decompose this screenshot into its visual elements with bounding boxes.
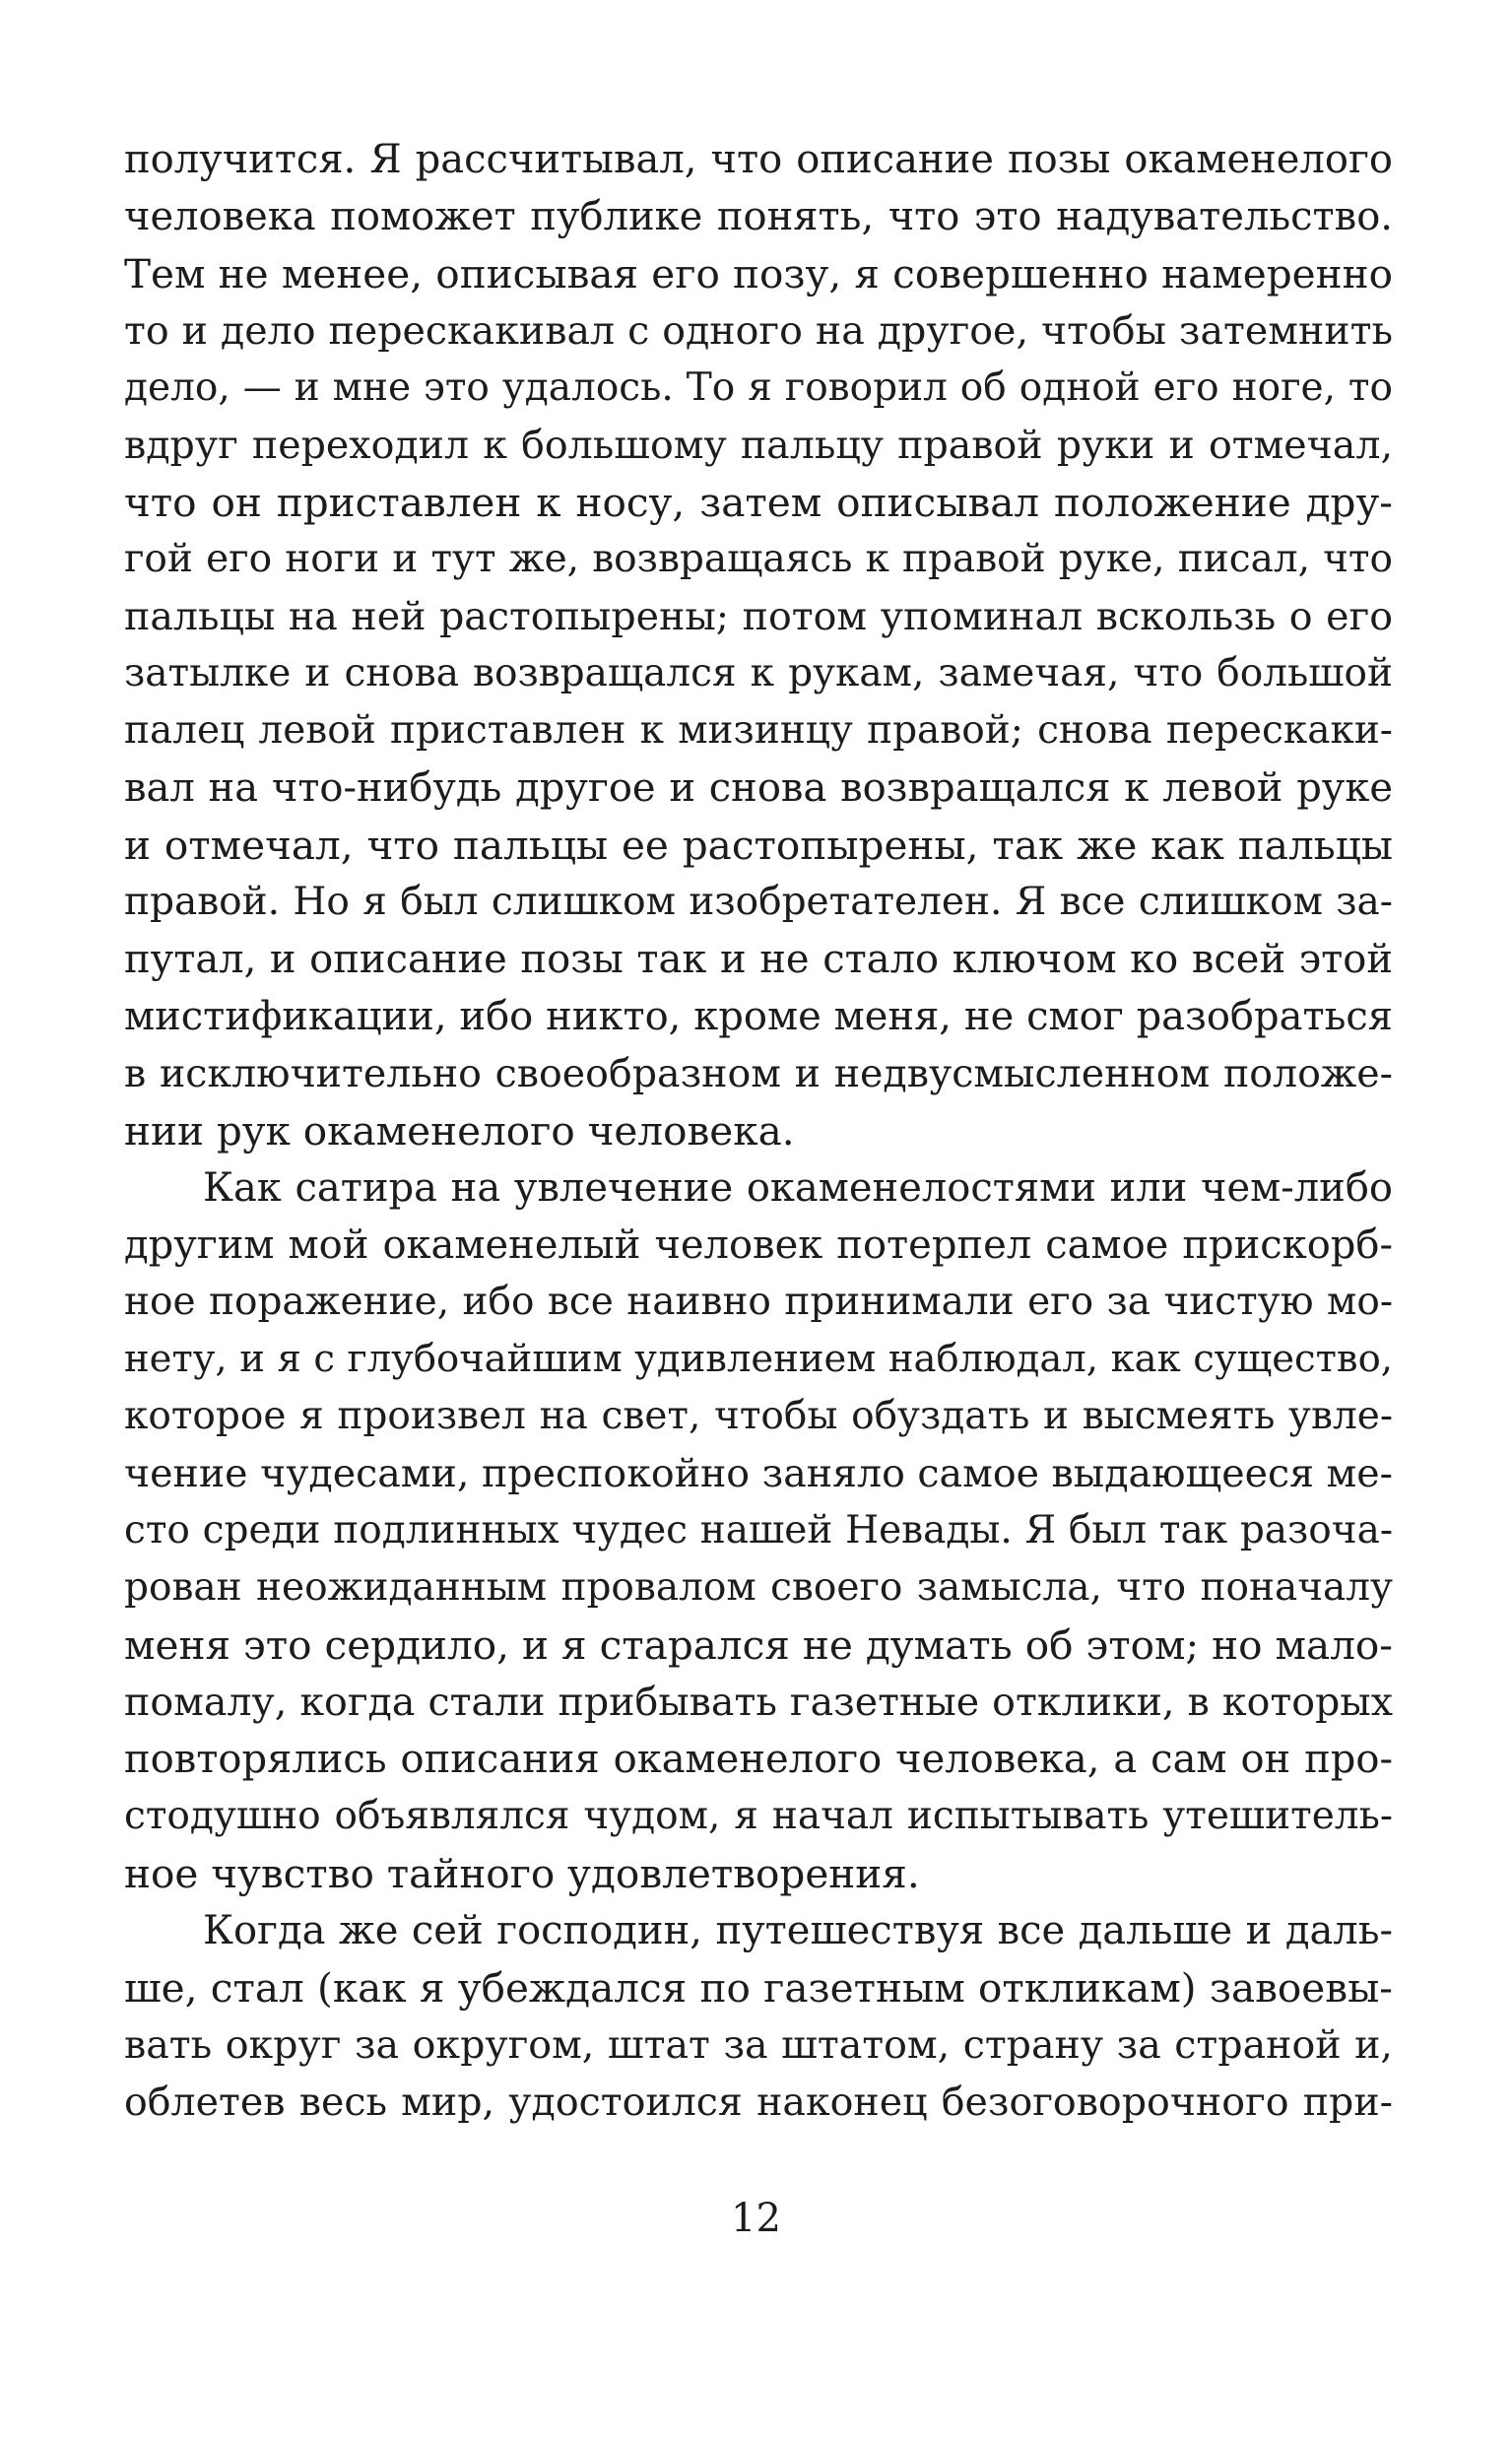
text-line: которое я произвел на свет, чтобы обуздать и высмеять увле-: [124, 1394, 1393, 1438]
text-line: облетев весь мир, удостоился наконец безоговорочного при-: [124, 2080, 1393, 2125]
text-line: ное чувство тайного удовлетворения.: [124, 1850, 920, 1897]
text-line: чение чудесами, преспокойно заняло самое выдающееся ме-: [124, 1451, 1393, 1496]
page-number: 12: [731, 2196, 781, 2241]
text-line: нету, и я с глубочайшим удивлением наблюдал, как существо,: [124, 1337, 1393, 1381]
text-line: пальцы на ней растопырены; потом упоминал вскользь о его: [124, 594, 1393, 639]
text-line: нии рук окаменелого человека.: [124, 1107, 795, 1155]
text-line: вдруг переходил к большому пальцу правой руки и отмечал,: [124, 423, 1393, 468]
text-line: человека поможет публике понять, что это надувательство.: [124, 194, 1393, 239]
paragraph: [124, 1902, 1393, 2131]
text-line: затылке и снова возвращался к рукам, замечая, что большой: [124, 651, 1393, 695]
text-line: получится. Я рассчитывал, что описание позы окаменелого: [124, 137, 1393, 182]
text-line: путал, и описание позы так и не стало ключом ко всей этой: [124, 937, 1393, 982]
text-line: ное поражение, ибо все наивно принимали его за чистую мо-: [124, 1280, 1393, 1324]
paragraph: [124, 1159, 1393, 1902]
text-line: помалу, когда стали прибывать газетные отклики, в которых: [124, 1680, 1393, 1725]
text-line: то и дело перескакивал с одного на другое, чтобы затемнить: [124, 308, 1393, 354]
text-line: меня это сердило, и я старался не думать об этом; но мало-: [124, 1621, 1393, 1669]
text-line: правой. Но я был слишком изобретателен. Я все слишком за-: [124, 880, 1393, 924]
text-line: дело, — и мне это удалось. То я говорил об одной его ноге, то: [124, 365, 1393, 410]
text-line: стодушно объявлялся чудом, я начал испытывать утешитель-: [124, 1794, 1393, 1838]
text-line: Тем не менее, описывая его позу, я совершенно намеренно: [124, 250, 1393, 297]
text-line: в исключительно своеобразном и недвусмысленном положе-: [124, 1051, 1393, 1096]
text-line: мистификации, ибо никто, кроме меня, не смог разобраться: [124, 994, 1393, 1039]
body-text: [124, 131, 1393, 2131]
text-line: палец левой приставлен к мизинцу правой; снова перескаки-: [124, 708, 1393, 753]
text-line: и отмечал, что пальцы ее растопырены, так же как пальцы: [124, 822, 1393, 869]
text-line: Как сатира на увлечение окаменелостями или чем-либо: [203, 1165, 1393, 1211]
text-line: ше, стал (как я убеждался по газетным откликам) завоевы-: [124, 1964, 1393, 2012]
text-line: вать округ за округом, штат за штатом, страну за страной и,: [124, 2022, 1393, 2068]
text-line: другим мой окаменелый человек потерпел самое прискорб-: [124, 1222, 1393, 1268]
text-line: что он приставлен к носу, затем описывал положение дру-: [124, 479, 1393, 526]
text-line: рован неожиданным провалом своего замысла, что поначалу: [124, 1565, 1393, 1610]
paragraph: [124, 131, 1393, 1159]
text-line: повторялись описания окаменелого человека, а сам он про-: [124, 1737, 1393, 1782]
text-line: сто среди подлинных чудес нашей Невады. Я был так разоча-: [124, 1508, 1393, 1552]
text-line: гой его ноги и тут же, возвращаясь к правой руке, писал, что: [124, 537, 1393, 581]
text-line: Когда же сей господин, путешествуя все дальше и даль-: [203, 1908, 1393, 1953]
text-line: вал на что-нибудь другое и снова возвращался к левой руке: [124, 765, 1393, 811]
